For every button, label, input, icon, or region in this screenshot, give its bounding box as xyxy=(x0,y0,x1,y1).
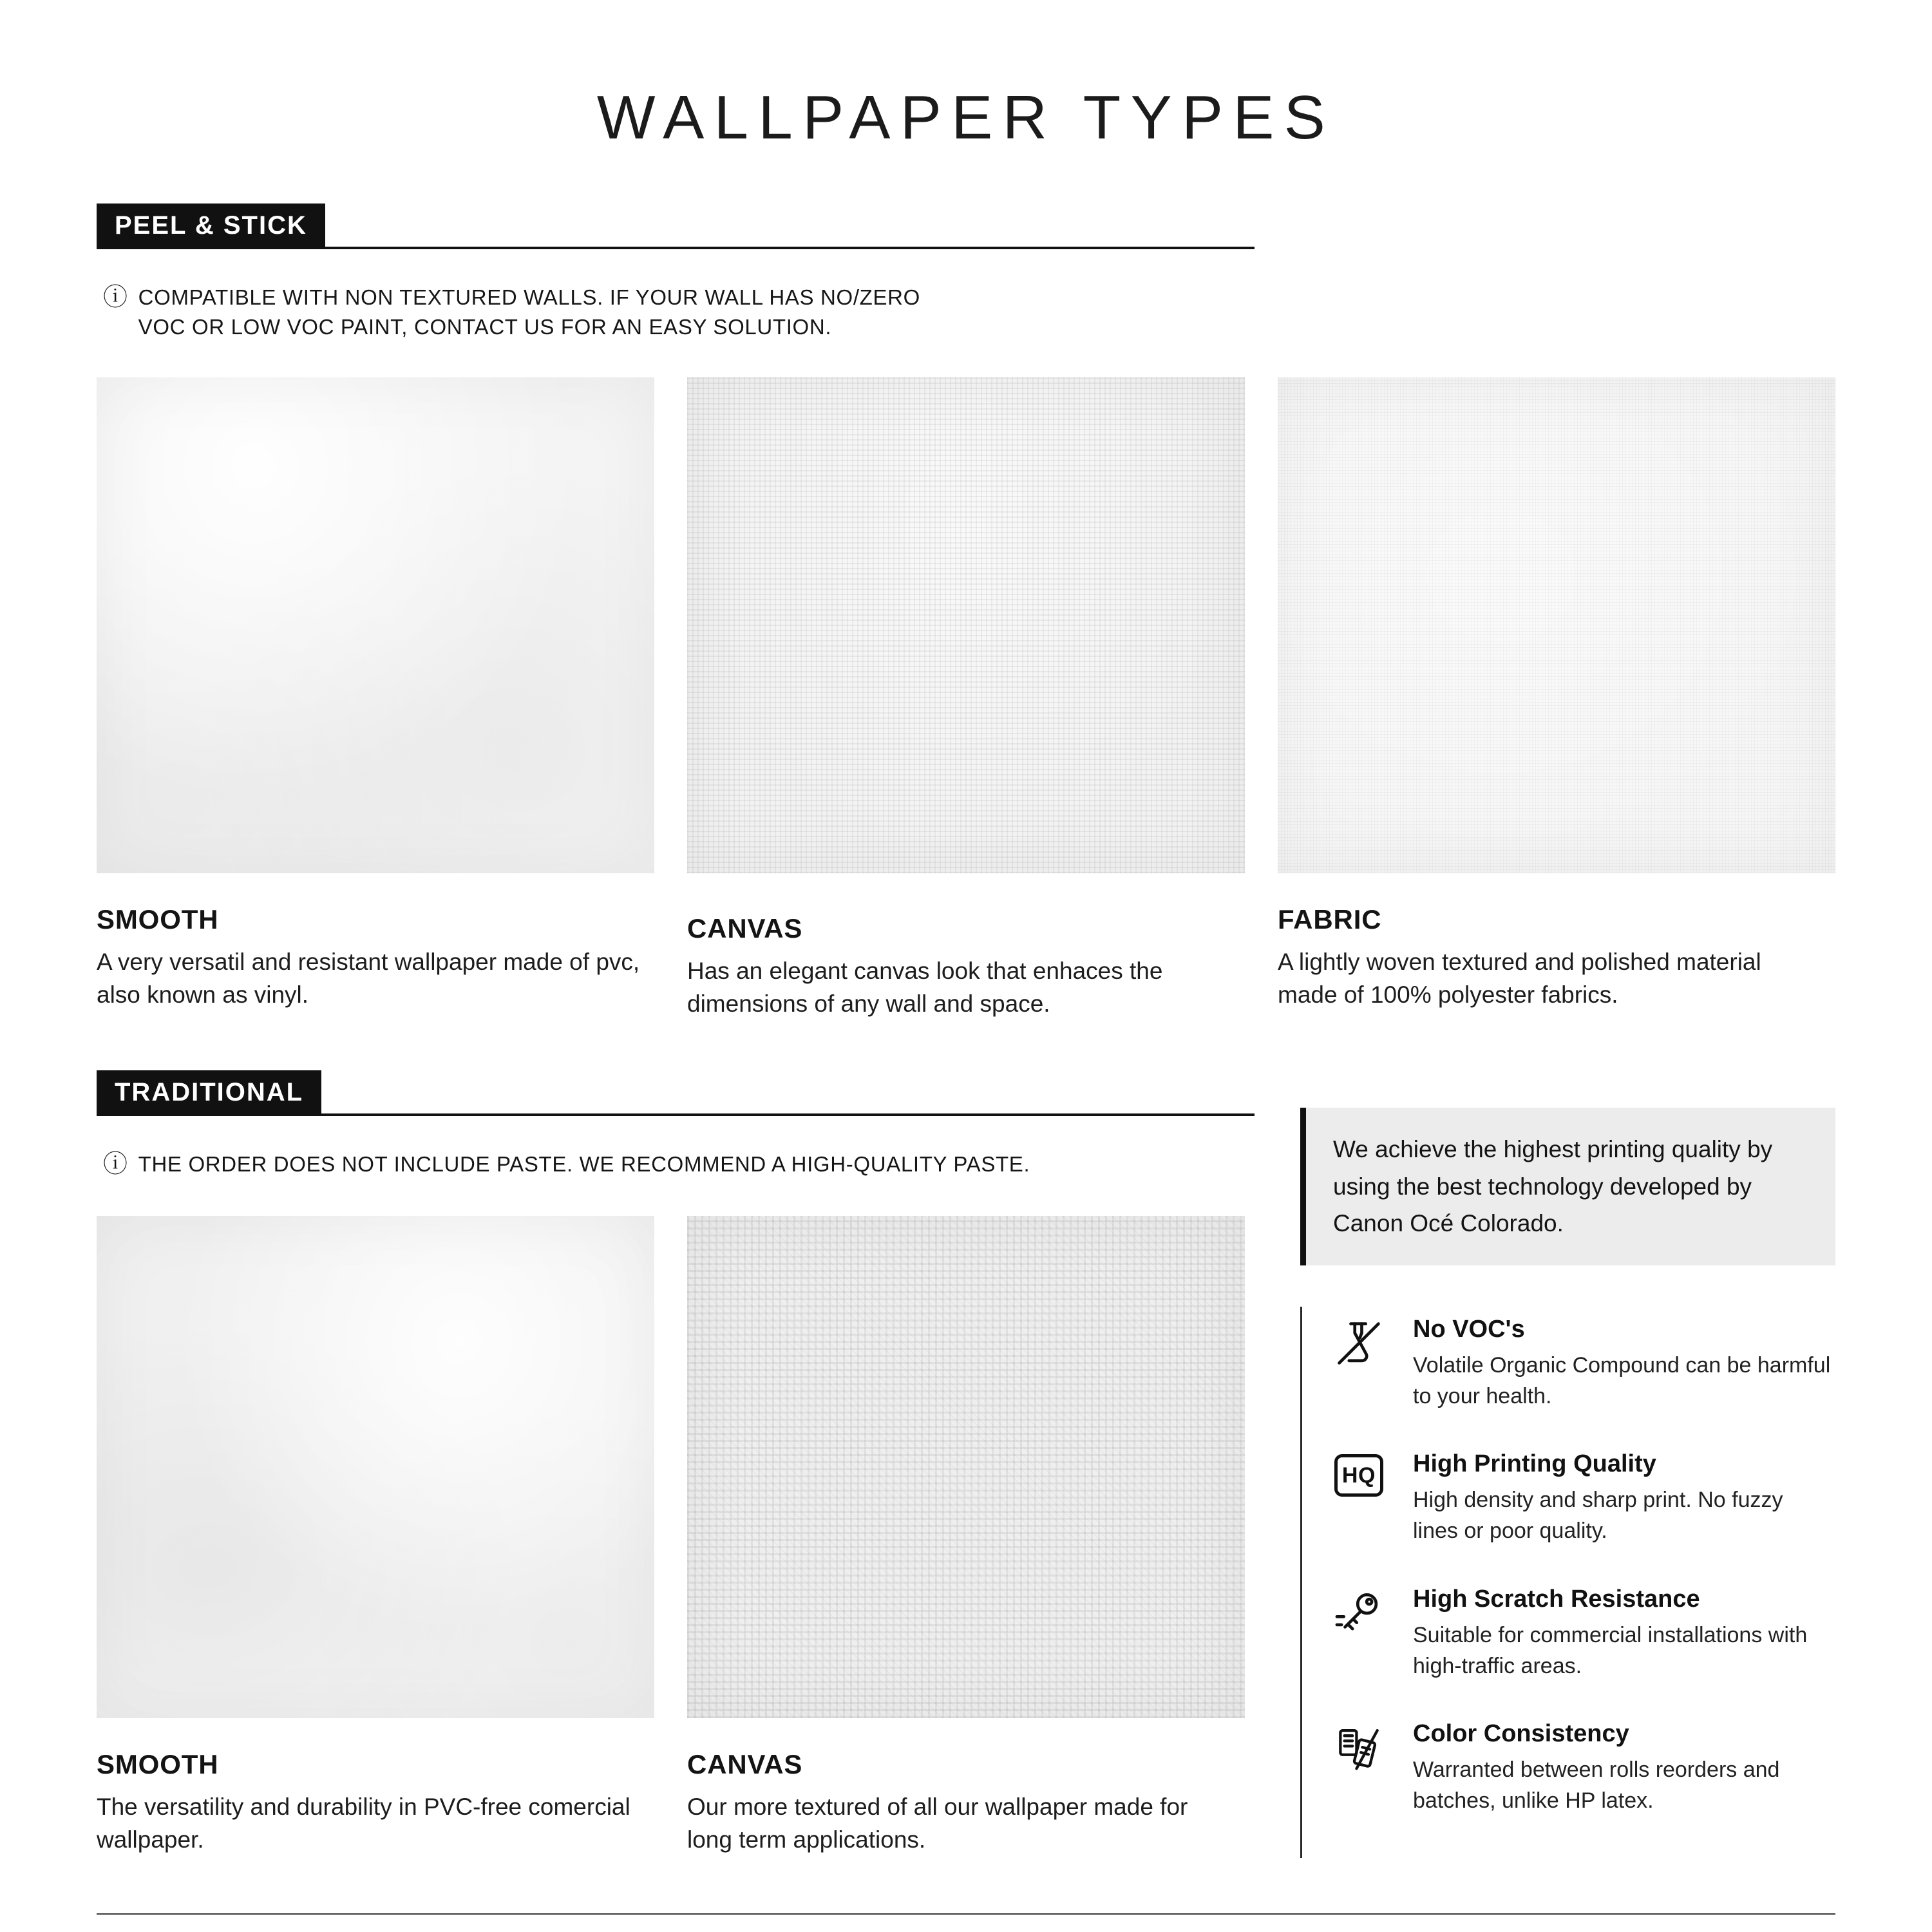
fabric-texture-image xyxy=(1278,377,1835,873)
swatch-card-canvas-traditional xyxy=(687,1216,1245,1856)
scratch-resistance-icon xyxy=(1329,1586,1388,1641)
note-line-2: VOC OR LOW VOC PAINT, CONTACT US FOR AN EASY SOLUTION. xyxy=(138,315,832,339)
feature-title: No VOC's xyxy=(1413,1315,1525,1343)
swatch-description: Has an elegant canvas look that enhaces the dimensions of any wall and space. xyxy=(687,958,1163,1018)
canvas-texture-image xyxy=(687,1216,1245,1718)
info-icon: ⓘ xyxy=(103,284,128,311)
feature-text xyxy=(1413,1586,1832,1682)
traditional-note xyxy=(103,1150,1255,1180)
color-consistency-icon xyxy=(1329,1720,1388,1776)
note-text xyxy=(138,283,920,342)
quality-column xyxy=(1300,1108,1835,1857)
swatch-title: CANVAS xyxy=(687,913,803,944)
feature-description: Volatile Organic Compound can be harmful to your health. xyxy=(1413,1352,1831,1408)
canvas-texture-image xyxy=(687,377,1245,873)
smooth-texture-image xyxy=(97,1216,654,1718)
section-rule xyxy=(321,1113,1255,1116)
feature-title: Color Consistency xyxy=(1413,1720,1629,1748)
section-rule xyxy=(325,247,1255,249)
swatch-title: FABRIC xyxy=(1278,904,1382,935)
feature-title: High Printing Quality xyxy=(1413,1450,1656,1478)
swatch-card-fabric xyxy=(1278,377,1835,1020)
traditional-header xyxy=(97,1070,1255,1116)
swatch-card-canvas xyxy=(687,377,1245,1020)
no-voc-icon xyxy=(1329,1316,1388,1371)
page-title: WALLPAPER TYPES xyxy=(596,83,1336,152)
printing-quality-callout: We achieve the highest printing quality by using the best technology developed by Canon Océ Colorado. xyxy=(1300,1108,1835,1265)
swatch-description: A lightly woven textured and polished material made of 100% polyester fabrics. xyxy=(1278,949,1761,1009)
feature-description: Suitable for commercial installations with high-traffic areas. xyxy=(1413,1622,1808,1678)
feature-description: Warranted between rolls reorders and batches, unlike HP latex. xyxy=(1413,1757,1780,1814)
peel-stick-label: PEEL & STICK xyxy=(97,204,325,249)
feature-text xyxy=(1413,1450,1832,1547)
features-list xyxy=(1300,1307,1835,1858)
traditional-label: TRADITIONAL xyxy=(97,1070,321,1116)
swatch-description: Our more textured of all our wallpaper made for long term applications. xyxy=(687,1793,1188,1853)
swatch-title: SMOOTH xyxy=(97,1748,219,1779)
swatch-title: SMOOTH xyxy=(97,904,219,935)
feature-high-printing-quality xyxy=(1329,1450,1835,1547)
feature-color-consistency xyxy=(1329,1720,1835,1817)
peel-stick-section xyxy=(97,204,1835,1020)
note-text: THE ORDER DOES NOT INCLUDE PASTE. WE RECOMMEND A HIGH-QUALITY PASTE. xyxy=(138,1152,1030,1177)
traditional-swatches xyxy=(97,1216,1255,1856)
bottom-divider xyxy=(97,1913,1835,1915)
feature-text xyxy=(1413,1316,1832,1412)
swatch-description: The versatility and durability in PVC-free comercial wallpaper. xyxy=(97,1793,630,1853)
feature-scratch-resistance xyxy=(1329,1586,1835,1682)
hq-badge: HQ xyxy=(1334,1454,1383,1497)
feature-title: High Scratch Resistance xyxy=(1413,1585,1700,1613)
peel-stick-header xyxy=(97,204,1255,249)
note-line-1: COMPATIBLE WITH NON TEXTURED WALLS. IF YOUR WALL HAS NO/ZERO xyxy=(138,285,920,309)
swatch-description: A very versatil and resistant wallpaper made of pvc, also known as vinyl. xyxy=(97,949,640,1009)
swatch-card-smooth xyxy=(97,377,654,1020)
peel-stick-note xyxy=(103,283,1835,342)
traditional-column xyxy=(97,1020,1255,1857)
swatch-card-smooth-traditional xyxy=(97,1216,654,1856)
traditional-section xyxy=(97,1070,1255,1856)
swatch-title: CANVAS xyxy=(687,1748,803,1779)
hq-icon xyxy=(1329,1450,1388,1497)
feature-description: High density and sharp print. No fuzzy lines or poor quality. xyxy=(1413,1488,1783,1544)
feature-no-voc xyxy=(1329,1316,1835,1412)
lower-region xyxy=(97,1020,1835,1857)
feature-text xyxy=(1413,1720,1832,1817)
smooth-texture-image xyxy=(97,377,654,873)
peel-stick-swatches xyxy=(97,377,1835,1020)
info-icon: ⓘ xyxy=(103,1151,128,1179)
